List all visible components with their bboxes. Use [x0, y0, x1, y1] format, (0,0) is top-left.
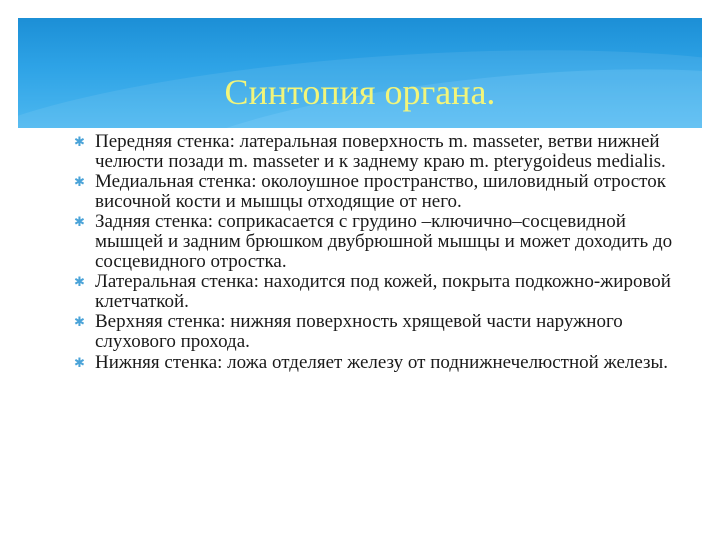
asterisk-bullet-icon: ✱ — [74, 354, 85, 370]
list-item — [74, 353, 684, 373]
list-item — [74, 312, 684, 351]
slide-title: Синтопия органа. — [224, 72, 496, 112]
bullet-list — [74, 132, 684, 373]
list-item-text: Нижняя стенка: ложа отделяет железу от поднижнечелюстной железы. — [95, 351, 669, 373]
list-item — [74, 132, 684, 171]
list-item-text: Верхняя стенка: нижняя поверхность хрящевой части наружного слухового прохода. — [95, 311, 623, 352]
list-item-text: Задняя стенка: соприкасается с грудино –ключично–сосцевидной мышцей и задним брюшком двубрюшной мышцы и может доходить до сосцевидного отростка. — [95, 211, 673, 272]
list-item-text: Латеральная стенка: находится под кожей, покрыта подкожно-жировой клетчаткой. — [95, 271, 671, 312]
asterisk-bullet-icon: ✱ — [74, 214, 85, 230]
list-item-text: Передняя стенка: латеральная поверхность m. masseter, ветви нижней челюсти позади m. masseter и к заднему краю m. pterygoideus medialis. — [95, 131, 666, 172]
list-item — [74, 272, 684, 311]
asterisk-bullet-icon: ✱ — [74, 134, 85, 149]
list-item — [74, 212, 684, 271]
asterisk-bullet-icon: ✱ — [74, 274, 85, 290]
asterisk-bullet-icon: ✱ — [74, 174, 85, 190]
list-item-text: Медиальная стенка: околоушное пространство, шиловидный отросток височной кости и мышцы отходящие от него. — [95, 171, 666, 212]
list-item — [74, 172, 684, 211]
asterisk-bullet-icon: ✱ — [74, 314, 85, 330]
title-banner — [18, 18, 702, 128]
